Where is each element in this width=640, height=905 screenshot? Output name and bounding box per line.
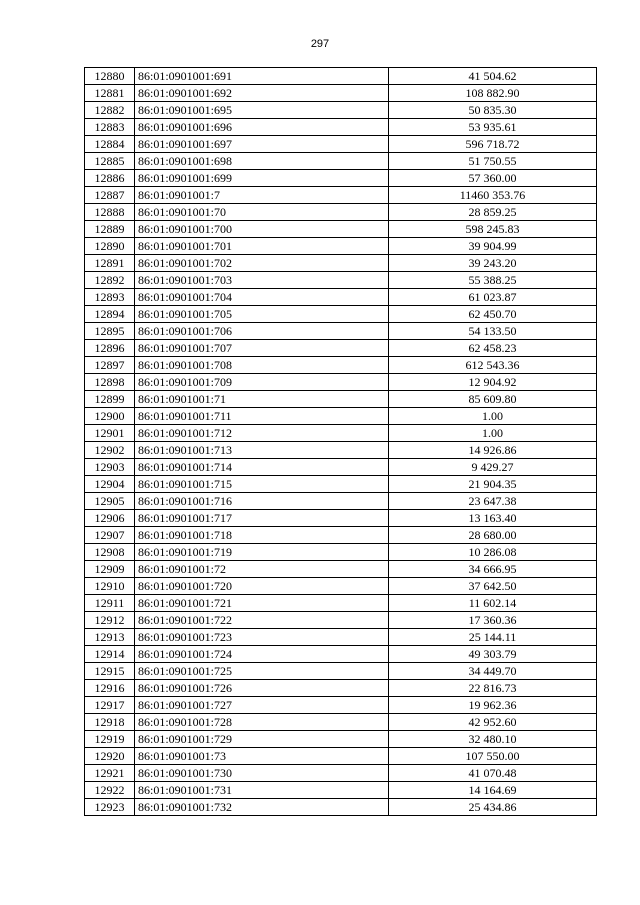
page-number: 297 xyxy=(310,38,330,50)
table-row xyxy=(85,510,597,527)
cadastral-value-cell: 11460 353.76 xyxy=(389,187,597,204)
row-number-cell: 12895 xyxy=(85,323,135,340)
row-number-cell: 12904 xyxy=(85,476,135,493)
cadastral-value-cell: 34 666.95 xyxy=(389,561,597,578)
table-row xyxy=(85,442,597,459)
table-row xyxy=(85,476,597,493)
table-row xyxy=(85,782,597,799)
table-row xyxy=(85,680,597,697)
cadastral-number-cell: 86:01:0901001:698 xyxy=(135,153,389,170)
cadastral-value-cell: 23 647.38 xyxy=(389,493,597,510)
row-number-cell: 12921 xyxy=(85,765,135,782)
cadastral-number-cell: 86:01:0901001:70 xyxy=(135,204,389,221)
cadastral-value-table xyxy=(84,67,597,816)
cadastral-number-cell: 86:01:0901001:714 xyxy=(135,459,389,476)
cadastral-value-cell: 19 962.36 xyxy=(389,697,597,714)
row-number-cell: 12914 xyxy=(85,646,135,663)
cadastral-value-cell: 50 835.30 xyxy=(389,102,597,119)
row-number-cell: 12883 xyxy=(85,119,135,136)
cadastral-number-cell: 86:01:0901001:71 xyxy=(135,391,389,408)
cadastral-value-cell: 55 388.25 xyxy=(389,272,597,289)
cadastral-number-cell: 86:01:0901001:704 xyxy=(135,289,389,306)
cadastral-number-cell: 86:01:0901001:723 xyxy=(135,629,389,646)
row-number-cell: 12885 xyxy=(85,153,135,170)
table-row xyxy=(85,561,597,578)
cadastral-number-cell: 86:01:0901001:726 xyxy=(135,680,389,697)
table-row xyxy=(85,272,597,289)
cadastral-number-cell: 86:01:0901001:716 xyxy=(135,493,389,510)
cadastral-value-cell: 598 245.83 xyxy=(389,221,597,238)
cadastral-number-cell: 86:01:0901001:719 xyxy=(135,544,389,561)
row-number-cell: 12893 xyxy=(85,289,135,306)
table-row xyxy=(85,204,597,221)
row-number-cell: 12909 xyxy=(85,561,135,578)
cadastral-number-cell: 86:01:0901001:701 xyxy=(135,238,389,255)
row-number-cell: 12890 xyxy=(85,238,135,255)
row-number-cell: 12915 xyxy=(85,663,135,680)
cadastral-value-cell: 57 360.00 xyxy=(389,170,597,187)
cadastral-value-cell: 62 458.23 xyxy=(389,340,597,357)
row-number-cell: 12923 xyxy=(85,799,135,816)
cadastral-value-cell: 21 904.35 xyxy=(389,476,597,493)
cadastral-number-cell: 86:01:0901001:699 xyxy=(135,170,389,187)
table-row xyxy=(85,544,597,561)
table-row xyxy=(85,731,597,748)
row-number-cell: 12917 xyxy=(85,697,135,714)
cadastral-value-cell: 612 543.36 xyxy=(389,357,597,374)
cadastral-number-cell: 86:01:0901001:721 xyxy=(135,595,389,612)
table-row xyxy=(85,306,597,323)
cadastral-value-cell: 34 449.70 xyxy=(389,663,597,680)
cadastral-value-cell: 14 926.86 xyxy=(389,442,597,459)
cadastral-number-cell: 86:01:0901001:715 xyxy=(135,476,389,493)
table-row xyxy=(85,153,597,170)
cadastral-number-cell: 86:01:0901001:724 xyxy=(135,646,389,663)
cadastral-value-cell: 62 450.70 xyxy=(389,306,597,323)
table-row xyxy=(85,85,597,102)
table-row xyxy=(85,68,597,85)
cadastral-number-cell: 86:01:0901001:708 xyxy=(135,357,389,374)
cadastral-value-cell: 49 303.79 xyxy=(389,646,597,663)
cadastral-value-cell: 108 882.90 xyxy=(389,85,597,102)
row-number-cell: 12919 xyxy=(85,731,135,748)
cadastral-value-cell: 1.00 xyxy=(389,425,597,442)
row-number-cell: 12886 xyxy=(85,170,135,187)
cadastral-number-cell: 86:01:0901001:728 xyxy=(135,714,389,731)
cadastral-number-cell: 86:01:0901001:707 xyxy=(135,340,389,357)
table-row xyxy=(85,170,597,187)
row-number-cell: 12884 xyxy=(85,136,135,153)
table-row xyxy=(85,595,597,612)
cadastral-number-cell: 86:01:0901001:732 xyxy=(135,799,389,816)
cadastral-number-cell: 86:01:0901001:712 xyxy=(135,425,389,442)
row-number-cell: 12887 xyxy=(85,187,135,204)
row-number-cell: 12910 xyxy=(85,578,135,595)
cadastral-number-cell: 86:01:0901001:7 xyxy=(135,187,389,204)
cadastral-number-cell: 86:01:0901001:702 xyxy=(135,255,389,272)
cadastral-number-cell: 86:01:0901001:72 xyxy=(135,561,389,578)
row-number-cell: 12891 xyxy=(85,255,135,272)
cadastral-value-cell: 28 859.25 xyxy=(389,204,597,221)
row-number-cell: 12913 xyxy=(85,629,135,646)
cadastral-value-cell: 17 360.36 xyxy=(389,612,597,629)
table-row xyxy=(85,425,597,442)
table-row xyxy=(85,697,597,714)
table-row xyxy=(85,119,597,136)
cadastral-value-cell: 85 609.80 xyxy=(389,391,597,408)
table-body xyxy=(85,68,597,816)
row-number-cell: 12901 xyxy=(85,425,135,442)
cadastral-value-cell: 41 504.62 xyxy=(389,68,597,85)
cadastral-value-cell: 37 642.50 xyxy=(389,578,597,595)
cadastral-value-cell: 11 602.14 xyxy=(389,595,597,612)
row-number-cell: 12881 xyxy=(85,85,135,102)
row-number-cell: 12905 xyxy=(85,493,135,510)
table-row xyxy=(85,374,597,391)
cadastral-value-cell: 9 429.27 xyxy=(389,459,597,476)
cadastral-value-cell: 39 243.20 xyxy=(389,255,597,272)
cadastral-value-cell: 596 718.72 xyxy=(389,136,597,153)
row-number-cell: 12918 xyxy=(85,714,135,731)
cadastral-value-cell: 22 816.73 xyxy=(389,680,597,697)
cadastral-number-cell: 86:01:0901001:709 xyxy=(135,374,389,391)
cadastral-number-cell: 86:01:0901001:695 xyxy=(135,102,389,119)
cadastral-number-cell: 86:01:0901001:696 xyxy=(135,119,389,136)
row-number-cell: 12903 xyxy=(85,459,135,476)
cadastral-value-cell: 51 750.55 xyxy=(389,153,597,170)
row-number-cell: 12897 xyxy=(85,357,135,374)
row-number-cell: 12912 xyxy=(85,612,135,629)
row-number-cell: 12894 xyxy=(85,306,135,323)
cadastral-number-cell: 86:01:0901001:717 xyxy=(135,510,389,527)
cadastral-value-cell: 107 550.00 xyxy=(389,748,597,765)
table-row xyxy=(85,663,597,680)
cadastral-number-cell: 86:01:0901001:722 xyxy=(135,612,389,629)
cadastral-value-cell: 32 480.10 xyxy=(389,731,597,748)
table-row xyxy=(85,527,597,544)
table-row xyxy=(85,187,597,204)
cadastral-value-cell: 42 952.60 xyxy=(389,714,597,731)
table-row xyxy=(85,102,597,119)
table-row xyxy=(85,238,597,255)
row-number-cell: 12896 xyxy=(85,340,135,357)
cadastral-value-cell: 28 680.00 xyxy=(389,527,597,544)
table-row xyxy=(85,408,597,425)
cadastral-number-cell: 86:01:0901001:705 xyxy=(135,306,389,323)
table-row xyxy=(85,340,597,357)
cadastral-number-cell: 86:01:0901001:692 xyxy=(135,85,389,102)
cadastral-value-cell: 1.00 xyxy=(389,408,597,425)
table-row xyxy=(85,578,597,595)
row-number-cell: 12916 xyxy=(85,680,135,697)
cadastral-number-cell: 86:01:0901001:731 xyxy=(135,782,389,799)
table-row xyxy=(85,136,597,153)
row-number-cell: 12900 xyxy=(85,408,135,425)
cadastral-number-cell: 86:01:0901001:706 xyxy=(135,323,389,340)
cadastral-number-cell: 86:01:0901001:729 xyxy=(135,731,389,748)
cadastral-number-cell: 86:01:0901001:725 xyxy=(135,663,389,680)
cadastral-number-cell: 86:01:0901001:691 xyxy=(135,68,389,85)
table-row xyxy=(85,357,597,374)
row-number-cell: 12922 xyxy=(85,782,135,799)
cadastral-number-cell: 86:01:0901001:703 xyxy=(135,272,389,289)
table-row xyxy=(85,646,597,663)
cadastral-number-cell: 86:01:0901001:697 xyxy=(135,136,389,153)
table-row xyxy=(85,629,597,646)
cadastral-value-cell: 53 935.61 xyxy=(389,119,597,136)
row-number-cell: 12911 xyxy=(85,595,135,612)
row-number-cell: 12899 xyxy=(85,391,135,408)
row-number-cell: 12892 xyxy=(85,272,135,289)
cadastral-value-cell: 61 023.87 xyxy=(389,289,597,306)
row-number-cell: 12888 xyxy=(85,204,135,221)
table-row xyxy=(85,714,597,731)
cadastral-number-cell: 86:01:0901001:718 xyxy=(135,527,389,544)
table-row xyxy=(85,748,597,765)
table-row xyxy=(85,221,597,238)
table-row xyxy=(85,493,597,510)
row-number-cell: 12906 xyxy=(85,510,135,527)
row-number-cell: 12908 xyxy=(85,544,135,561)
table-row xyxy=(85,323,597,340)
cadastral-value-cell: 41 070.48 xyxy=(389,765,597,782)
cadastral-number-cell: 86:01:0901001:730 xyxy=(135,765,389,782)
cadastral-value-cell: 25 434.86 xyxy=(389,799,597,816)
cadastral-number-cell: 86:01:0901001:711 xyxy=(135,408,389,425)
row-number-cell: 12882 xyxy=(85,102,135,119)
table-row xyxy=(85,289,597,306)
table-row xyxy=(85,799,597,816)
table-row xyxy=(85,612,597,629)
row-number-cell: 12907 xyxy=(85,527,135,544)
cadastral-number-cell: 86:01:0901001:713 xyxy=(135,442,389,459)
cadastral-number-cell: 86:01:0901001:727 xyxy=(135,697,389,714)
table-row xyxy=(85,765,597,782)
cadastral-value-cell: 14 164.69 xyxy=(389,782,597,799)
cadastral-value-cell: 12 904.92 xyxy=(389,374,597,391)
table-row xyxy=(85,391,597,408)
row-number-cell: 12898 xyxy=(85,374,135,391)
table-row xyxy=(85,459,597,476)
row-number-cell: 12902 xyxy=(85,442,135,459)
cadastral-number-cell: 86:01:0901001:73 xyxy=(135,748,389,765)
cadastral-value-cell: 25 144.11 xyxy=(389,629,597,646)
cadastral-value-cell: 10 286.08 xyxy=(389,544,597,561)
row-number-cell: 12920 xyxy=(85,748,135,765)
table-row xyxy=(85,255,597,272)
row-number-cell: 12889 xyxy=(85,221,135,238)
cadastral-value-cell: 13 163.40 xyxy=(389,510,597,527)
row-number-cell: 12880 xyxy=(85,68,135,85)
cadastral-value-cell: 39 904.99 xyxy=(389,238,597,255)
cadastral-value-cell: 54 133.50 xyxy=(389,323,597,340)
cadastral-number-cell: 86:01:0901001:720 xyxy=(135,578,389,595)
cadastral-number-cell: 86:01:0901001:700 xyxy=(135,221,389,238)
